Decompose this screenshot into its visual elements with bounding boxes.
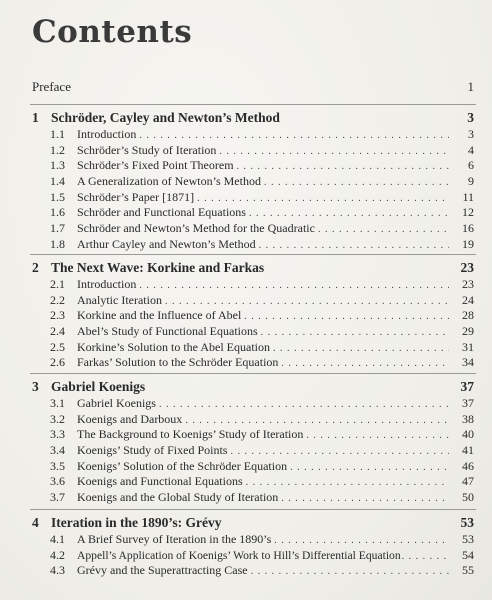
chapter-heading <box>32 109 474 127</box>
section-title: Korkine’s Solution to the Abel Equation <box>77 339 270 354</box>
toc-section <box>32 355 474 371</box>
chapter-number: 1 <box>32 110 39 125</box>
section-title: The Background to Koenigs’ Study of Iteration <box>77 427 304 442</box>
toc-section <box>32 490 474 506</box>
section-page: 11 <box>462 189 474 204</box>
section-title: Schröder and Newton’s Method for the Quadratic <box>77 221 315 236</box>
section-page: 53 <box>462 532 474 546</box>
toc-section <box>32 548 474 564</box>
chapter-heading <box>32 259 474 277</box>
section-title: Abel’s Study of Functional Equations <box>77 324 258 339</box>
section-page: 3 <box>468 127 474 141</box>
dot-leader <box>259 238 449 254</box>
toc-section <box>32 205 474 221</box>
section-number: 1.7 <box>50 221 65 236</box>
section-page: 12 <box>462 205 474 220</box>
section-title: Schröder’s Fixed Point Theorem <box>77 158 234 173</box>
section-title: Schröder’s Study of Iteration <box>77 142 217 157</box>
section-title: Gabriel Koenigs <box>77 396 156 410</box>
dot-leader <box>264 175 449 191</box>
dot-leader <box>139 128 449 144</box>
dot-leader <box>139 278 449 294</box>
dot-leader <box>251 564 449 580</box>
section-title: Koenigs and Functional Equations <box>77 474 243 489</box>
section-page: 28 <box>462 308 474 323</box>
section-number: 3.2 <box>50 411 65 426</box>
dot-leader <box>273 341 449 357</box>
section-title: Appell’s Application of Koenigs’ Work to Hill’s Differential Equation <box>77 548 401 562</box>
section-number: 1.5 <box>50 189 65 204</box>
dot-leader <box>306 428 449 444</box>
chapter-3 <box>32 378 474 506</box>
section-page: 40 <box>462 427 474 442</box>
dot-leader <box>402 549 451 565</box>
section-number: 3.5 <box>50 458 65 473</box>
section-number: 1.4 <box>50 174 65 189</box>
section-number: 2.2 <box>50 292 65 307</box>
section-number: 2.5 <box>50 339 65 354</box>
toc-section <box>32 396 474 412</box>
section-page: 46 <box>462 458 474 473</box>
chapter-title: Schröder, Cayley and Newton’s Method <box>51 110 280 125</box>
section-page: 29 <box>462 324 474 339</box>
section-title: Analytic Iteration <box>77 292 162 307</box>
section-page: 19 <box>462 236 474 251</box>
dot-leader <box>318 222 449 238</box>
dot-leader <box>281 356 449 372</box>
section-number: 3.7 <box>50 490 65 505</box>
toc-section <box>32 127 474 143</box>
toc-section <box>32 237 474 253</box>
chapter-heading <box>32 378 474 396</box>
preface-entry <box>32 79 474 95</box>
section-page: 9 <box>468 174 474 189</box>
chapter-number: 4 <box>32 515 39 530</box>
section-page: 55 <box>462 563 474 578</box>
chapter-2 <box>32 259 474 371</box>
toc-section <box>32 427 474 443</box>
section-page: 37 <box>462 396 474 410</box>
dot-leader <box>249 206 449 222</box>
section-title: Schröder’s Paper [1871] <box>77 189 195 204</box>
chapter-page: 37 <box>460 379 474 394</box>
section-title: Koenigs and the Global Study of Iteration <box>77 490 279 505</box>
dot-leader <box>237 159 449 175</box>
chapter-page: 53 <box>460 515 474 530</box>
section-page: 54 <box>462 547 474 562</box>
divider <box>30 104 476 105</box>
toc-section <box>32 308 474 324</box>
section-number: 3.6 <box>50 474 65 489</box>
toc-section <box>32 340 474 356</box>
toc-section <box>32 277 474 293</box>
section-number: 2.4 <box>50 324 65 339</box>
toc-section <box>32 293 474 309</box>
divider <box>30 373 476 374</box>
section-title: A Generalization of Newton’s Method <box>77 174 261 189</box>
section-number: 2.1 <box>50 277 65 291</box>
section-title: Introduction <box>77 127 137 141</box>
dot-leader <box>244 309 449 325</box>
section-page: 6 <box>468 158 474 173</box>
section-title: Arthur Cayley and Newton’s Method <box>77 236 256 251</box>
page-title: Contents <box>32 14 193 50</box>
dot-leader <box>261 325 449 341</box>
section-page: 47 <box>462 474 474 489</box>
section-title: Korkine and the Influence of Abel <box>77 308 242 323</box>
section-number: 3.4 <box>50 443 65 458</box>
chapter-page: 23 <box>460 260 474 275</box>
section-number: 4.3 <box>50 563 65 578</box>
section-number: 1.3 <box>50 158 65 173</box>
section-number: 3.3 <box>50 427 65 442</box>
section-page: 34 <box>462 355 474 370</box>
dot-leader <box>246 475 449 491</box>
chapter-number: 2 <box>32 260 39 275</box>
preface-page: 1 <box>467 79 474 94</box>
toc-section <box>32 459 474 475</box>
toc-section <box>32 174 474 190</box>
dot-leader <box>219 144 449 160</box>
chapter-number: 3 <box>32 379 39 394</box>
chapter-1 <box>32 109 474 253</box>
section-title: Introduction <box>77 277 137 291</box>
toc-section <box>32 143 474 159</box>
toc-section <box>32 158 474 174</box>
chapter-title: Iteration in the 1890’s: Grévy <box>51 515 222 530</box>
section-title: Koenigs’ Solution of the Schröder Equation <box>77 458 288 473</box>
toc-section <box>32 221 474 237</box>
section-page: 38 <box>462 411 474 426</box>
chapter-title: The Next Wave: Korkine and Farkas <box>51 260 265 275</box>
section-page: 41 <box>462 443 474 458</box>
divider <box>30 254 476 255</box>
toc-section <box>32 474 474 490</box>
section-number: 1.2 <box>50 142 65 157</box>
chapter-page: 3 <box>467 110 474 125</box>
section-number: 1.8 <box>50 236 65 251</box>
section-title: Koenigs and Darboux <box>77 411 183 426</box>
preface-label: Preface <box>32 79 71 94</box>
toc-section <box>32 532 474 548</box>
toc-section <box>32 443 474 459</box>
section-title: Koenigs’ Study of Fixed Points <box>77 443 228 458</box>
toc-section <box>32 563 474 579</box>
section-page: 24 <box>462 292 474 307</box>
section-number: 1.6 <box>50 205 65 220</box>
section-page: 23 <box>462 277 474 291</box>
section-page: 4 <box>468 142 474 157</box>
dot-leader <box>230 444 449 460</box>
section-page: 16 <box>462 221 474 236</box>
divider <box>30 509 476 510</box>
section-title: Farkas’ Solution to the Schröder Equation <box>77 355 279 370</box>
section-title: A Brief Survey of Iteration in the 1890’s <box>77 532 272 546</box>
chapter-4 <box>32 514 474 579</box>
dot-leader <box>165 294 449 310</box>
dot-leader <box>274 533 449 549</box>
section-number: 1.1 <box>50 127 65 141</box>
section-title: Grévy and the Superattracting Case <box>77 563 248 578</box>
section-number: 2.3 <box>50 308 65 323</box>
section-page: 50 <box>462 490 474 505</box>
toc-section <box>32 412 474 428</box>
toc-section <box>32 324 474 340</box>
section-number: 2.6 <box>50 355 65 370</box>
section-title: Schröder and Functional Equations <box>77 205 246 220</box>
section-number: 4.1 <box>50 532 65 546</box>
section-number: 3.1 <box>50 396 65 410</box>
dot-leader <box>290 460 449 476</box>
section-page: 31 <box>462 339 474 354</box>
dot-leader <box>159 397 449 413</box>
dot-leader <box>185 413 449 429</box>
dot-leader <box>281 491 449 507</box>
section-number: 4.2 <box>50 547 65 562</box>
toc-section <box>32 190 474 206</box>
chapter-title: Gabriel Koenigs <box>51 379 146 394</box>
dot-leader <box>197 191 449 207</box>
chapter-heading <box>32 514 474 532</box>
